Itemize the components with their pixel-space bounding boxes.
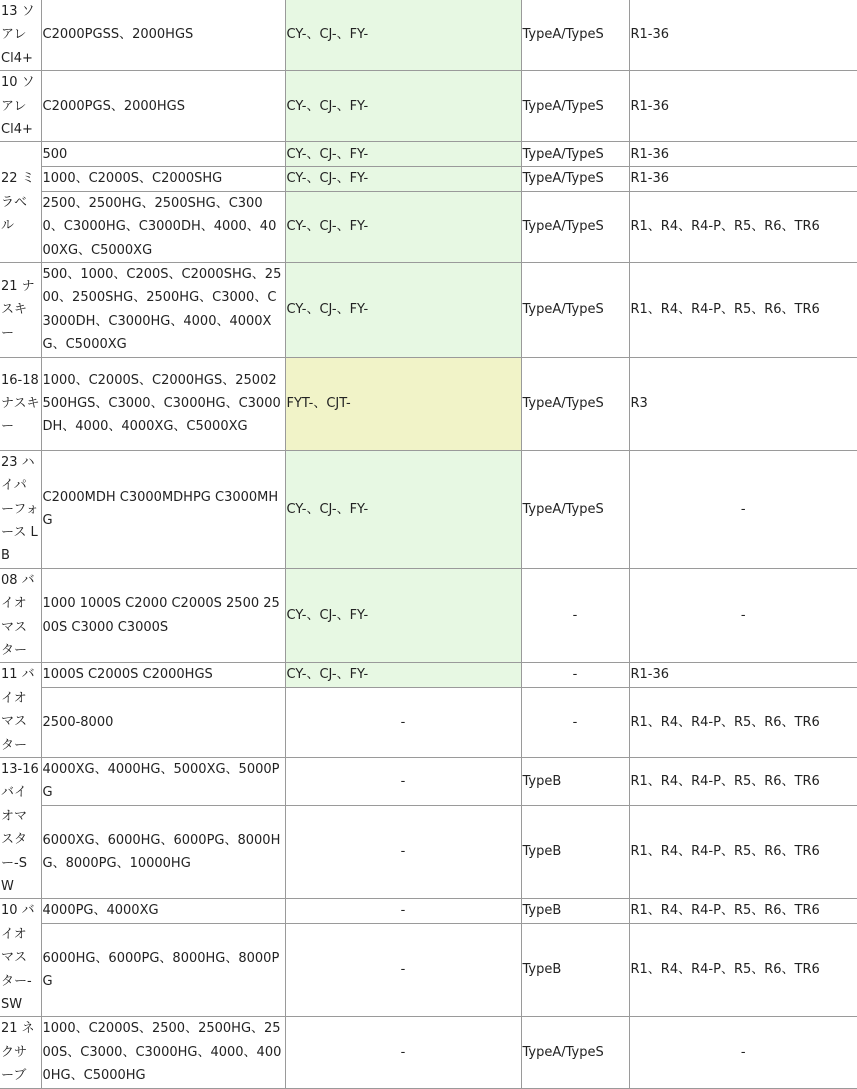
spool-sizes-cell: 1000、C2000S、C2000SHG [41,167,285,191]
type-cell: TypeA/TypeS [521,263,629,358]
type-cell: TypeA/TypeS [521,1017,629,1088]
type-cell: TypeA/TypeS [521,167,629,191]
line-cell: - [285,1017,521,1088]
line-cell: FYT-、CJT- [285,357,521,450]
knob-cell: R1-36 [629,0,857,71]
reel-model-cell: 22 ミラベル [0,142,41,263]
type-cell: TypeA/TypeS [521,0,629,71]
line-cell: CY-、CJ-、FY- [285,142,521,167]
spool-sizes-cell: 2500-8000 [41,687,285,757]
table-row [0,805,857,898]
reel-model-cell: 13 ソアレ Cl4+ [0,0,41,71]
spool-sizes-cell: 1000S C2000S C2000HGS [41,663,285,687]
table-row [0,167,857,191]
type-cell: TypeA/TypeS [521,450,629,568]
knob-cell: R1、R4、R4-P、R5、R6、TR6 [629,923,857,1017]
knob-cell: R1、R4、R4-P、R5、R6、TR6 [629,191,857,262]
table-row [0,757,857,805]
table-row [0,263,857,358]
knob-cell: R1、R4、R4-P、R5、R6、TR6 [629,899,857,924]
knob-cell: R1、R4、R4-P、R5、R6、TR6 [629,263,857,358]
table-row [0,450,857,568]
line-cell: CY-、CJ-、FY- [285,191,521,262]
line-cell: CY-、CJ-、FY- [285,167,521,191]
line-cell: CY-、CJ-、FY- [285,663,521,687]
type-cell: - [521,663,629,687]
knob-cell: R1、R4、R4-P、R5、R6、TR6 [629,805,857,898]
table-row [0,1017,857,1088]
type-cell: TypeA/TypeS [521,142,629,167]
line-cell: CY-、CJ-、FY- [285,71,521,142]
spool-sizes-cell: C2000PGS、2000HGS [41,71,285,142]
table-row [0,191,857,262]
spool-sizes-cell: 4000PG、4000XG [41,899,285,924]
reel-model-cell: 21 ナスキー [0,263,41,358]
line-cell: CY-、CJ-、FY- [285,0,521,71]
spool-sizes-cell: 500、1000、C200S、C2000SHG、2500、2500SHG、2500HG、C3000、C3000DH、C3000HG、4000、4000XG、C5000XG [41,263,285,358]
spool-sizes-cell: 2500、2500HG、2500SHG、C3000、C3000HG、C3000DH、4000、4000XG、C5000XG [41,191,285,262]
type-cell: TypeB [521,923,629,1017]
type-cell: TypeA/TypeS [521,357,629,450]
type-cell: - [521,568,629,663]
knob-cell: R1-36 [629,142,857,167]
spool-sizes-cell: 6000XG、6000HG、6000PG、8000HG、8000PG、10000HG [41,805,285,898]
table-row [0,687,857,757]
line-cell: - [285,757,521,805]
line-cell: - [285,687,521,757]
knob-cell: R3 [629,357,857,450]
knob-cell: R1-36 [629,663,857,687]
line-cell: CY-、CJ-、FY- [285,450,521,568]
table-row [0,568,857,663]
table-row [0,663,857,687]
table-row [0,0,857,71]
table-row [0,71,857,142]
table-row [0,899,857,924]
line-cell: - [285,923,521,1017]
spool-sizes-cell: 1000、C2000S、C2000HGS、25002500HGS、C3000、C3000HG、C3000DH、4000、4000XG、C5000XG [41,357,285,450]
reel-model-cell: 10 バイオマスター-SW [0,899,41,1017]
table-row [0,142,857,167]
knob-cell: R1-36 [629,167,857,191]
spool-sizes-cell: C2000MDH C3000MDHPG C3000MHG [41,450,285,568]
type-cell: TypeB [521,899,629,924]
knob-cell: - [629,450,857,568]
reel-model-cell: 21 ネクサーブ [0,1017,41,1088]
knob-cell: R1、R4、R4-P、R5、R6、TR6 [629,687,857,757]
knob-cell: R1、R4、R4-P、R5、R6、TR6 [629,757,857,805]
spool-sizes-cell: 1000 1000S C2000 C2000S 2500 2500S C3000 C3000S [41,568,285,663]
type-cell: - [521,687,629,757]
knob-cell: - [629,1017,857,1088]
reel-model-cell: 16-18 ナスキー [0,357,41,450]
line-cell: - [285,899,521,924]
reel-model-cell: 13-16 バイオマスター-SW [0,757,41,898]
spool-sizes-cell: 1000、C2000S、2500、2500HG、2500S、C3000、C3000HG、4000、4000HG、C5000HG [41,1017,285,1088]
spool-sizes-cell: 4000XG、4000HG、5000XG、5000PG [41,757,285,805]
type-cell: TypeB [521,805,629,898]
reel-model-cell: 23 ハイパーフォース LB [0,450,41,568]
reel-model-cell: 10 ソアレ Cl4+ [0,71,41,142]
type-cell: TypeA/TypeS [521,191,629,262]
line-cell: - [285,805,521,898]
spool-sizes-cell: 6000HG、6000PG、8000HG、8000PG [41,923,285,1017]
knob-cell: - [629,568,857,663]
reel-model-cell: 08 バイオマスター [0,568,41,663]
table-row [0,357,857,450]
spool-sizes-cell: 500 [41,142,285,167]
spool-sizes-cell: C2000PGSS、2000HGS [41,0,285,71]
table-row [0,923,857,1017]
type-cell: TypeA/TypeS [521,71,629,142]
line-cell: CY-、CJ-、FY- [285,263,521,358]
knob-cell: R1-36 [629,71,857,142]
type-cell: TypeB [521,757,629,805]
reel-model-cell: 11 バイオマスター [0,663,41,758]
line-cell: CY-、CJ-、FY- [285,568,521,663]
